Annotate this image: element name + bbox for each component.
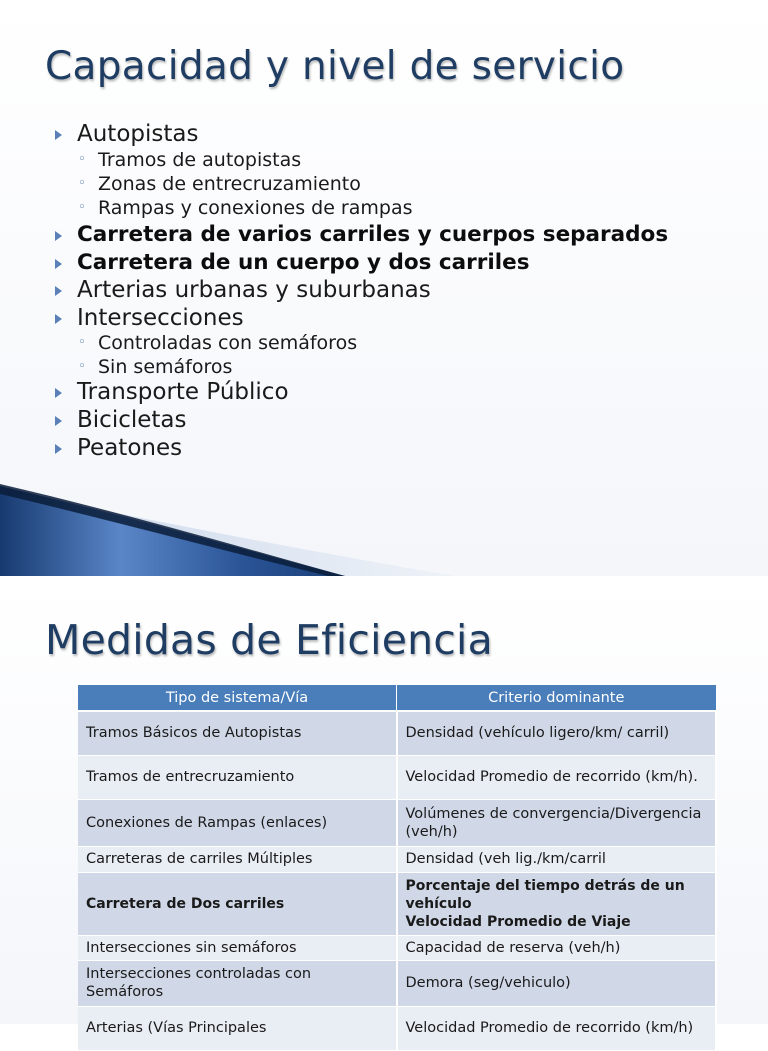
triangle-bullet-icon bbox=[55, 388, 62, 398]
bullet-text: Transporte Público bbox=[77, 379, 289, 405]
bullet-item bbox=[77, 121, 198, 147]
sub-bullet-item bbox=[78, 356, 233, 378]
efficiency-table bbox=[78, 685, 717, 1051]
cell-criterio bbox=[397, 711, 717, 755]
bullet-item bbox=[77, 222, 668, 247]
cell-tipo: Conexiones de Rampas (enlaces) bbox=[78, 799, 397, 846]
cell-criterio bbox=[397, 960, 717, 1006]
table-row bbox=[78, 846, 716, 872]
sub-bullet-item bbox=[78, 197, 413, 219]
bullet-text: Carretera de un cuerpo y dos carriles bbox=[77, 250, 530, 275]
bullet-item bbox=[77, 379, 289, 405]
triangle-bullet-icon bbox=[55, 444, 62, 454]
table-header-row bbox=[78, 685, 716, 711]
circle-bullet-icon: ◦ bbox=[78, 152, 86, 167]
sub-bullet-item bbox=[78, 149, 302, 171]
criterio-line: Porcentaje del tiempo detrás de un vehículo bbox=[405, 877, 685, 912]
bullet-text: Intersecciones bbox=[77, 305, 244, 331]
criterio-line: Capacidad de reserva (veh/h) bbox=[405, 939, 621, 956]
cell-tipo: Tramos Básicos de Autopistas bbox=[78, 711, 397, 755]
bullet-text: Arterias urbanas y suburbanas bbox=[77, 277, 431, 303]
bullet-text: Autopistas bbox=[77, 121, 199, 147]
bullet-text: Rampas y conexiones de rampas bbox=[98, 197, 413, 219]
bullet-text: Sin semáforos bbox=[98, 356, 233, 378]
bullet-item bbox=[77, 250, 530, 275]
triangle-bullet-icon bbox=[55, 416, 62, 426]
column-header-criterio: Criterio dominante bbox=[397, 685, 717, 711]
cell-tipo: Arterias (Vías Principales bbox=[78, 1006, 397, 1050]
cell-tipo: Carreteras de carriles Múltiples bbox=[78, 846, 397, 872]
triangle-bullet-icon bbox=[55, 314, 62, 324]
circle-bullet-icon: ◦ bbox=[78, 359, 86, 374]
decorative-swoosh bbox=[0, 480, 768, 576]
cell-tipo: Intersecciones controladas con Semáforos bbox=[78, 960, 397, 1006]
sub-bullet-item bbox=[78, 173, 361, 195]
triangle-bullet-icon bbox=[55, 259, 62, 269]
table-body bbox=[78, 711, 716, 1050]
slide-title: Capacidad y nivel de servicio bbox=[45, 44, 625, 89]
cell-tipo: Tramos de entrecruzamiento bbox=[78, 755, 397, 799]
cell-criterio bbox=[397, 872, 717, 935]
cell-criterio bbox=[397, 935, 717, 960]
bullet-text: Bicicletas bbox=[77, 407, 187, 433]
criterio-line: Densidad (veh lig./km/carril bbox=[405, 851, 606, 867]
criterio-line: Demora (seg/vehiculo) bbox=[405, 975, 571, 991]
column-header-tipo: Tipo de sistema/Vía bbox=[78, 685, 397, 711]
bullet-text: Zonas de entrecruzamiento bbox=[98, 173, 361, 195]
criterio-line: Volúmenes de convergencia/Divergencia (veh/h) bbox=[405, 805, 702, 840]
bullet-item bbox=[77, 407, 187, 433]
circle-bullet-icon: ◦ bbox=[78, 200, 86, 215]
cell-criterio bbox=[397, 1006, 717, 1050]
bullet-text: Tramos de autopistas bbox=[98, 149, 302, 171]
table-row bbox=[78, 711, 716, 755]
slide-medidas bbox=[0, 576, 768, 1036]
criterio-line: Velocidad Promedio de recorrido (km/h) bbox=[405, 1020, 694, 1036]
bullet-text: Carretera de varios carriles y cuerpos separados bbox=[77, 222, 669, 247]
criterio-line: Velocidad Promedio de recorrido (km/h). bbox=[405, 769, 698, 785]
cell-criterio bbox=[397, 799, 717, 846]
table-row bbox=[78, 1006, 716, 1050]
bullet-text: Controladas con semáforos bbox=[98, 332, 358, 354]
table-row bbox=[78, 755, 716, 799]
table-row bbox=[78, 799, 716, 846]
bullet-item bbox=[77, 435, 182, 461]
triangle-bullet-icon bbox=[55, 286, 62, 296]
circle-bullet-icon: ◦ bbox=[78, 335, 86, 350]
slide-title: Medidas de Eficiencia bbox=[45, 616, 493, 664]
triangle-bullet-icon bbox=[55, 231, 62, 241]
table-row bbox=[78, 960, 716, 1006]
circle-bullet-icon: ◦ bbox=[78, 176, 86, 191]
triangle-bullet-icon bbox=[55, 130, 62, 140]
sub-bullet-item bbox=[78, 332, 358, 354]
cell-criterio bbox=[397, 755, 717, 799]
cell-tipo: Carretera de Dos carriles bbox=[78, 872, 397, 935]
criterio-line: Densidad (vehículo ligero/km/ carril) bbox=[405, 725, 670, 742]
bullet-text: Peatones bbox=[77, 435, 183, 461]
table-row bbox=[78, 935, 716, 960]
criterio-line: Velocidad Promedio de Viaje bbox=[405, 913, 631, 930]
bullet-item bbox=[77, 277, 431, 303]
cell-tipo: Intersecciones sin semáforos bbox=[78, 935, 397, 960]
table-row bbox=[78, 872, 716, 935]
cell-criterio bbox=[397, 846, 717, 872]
bullet-item bbox=[77, 305, 244, 331]
